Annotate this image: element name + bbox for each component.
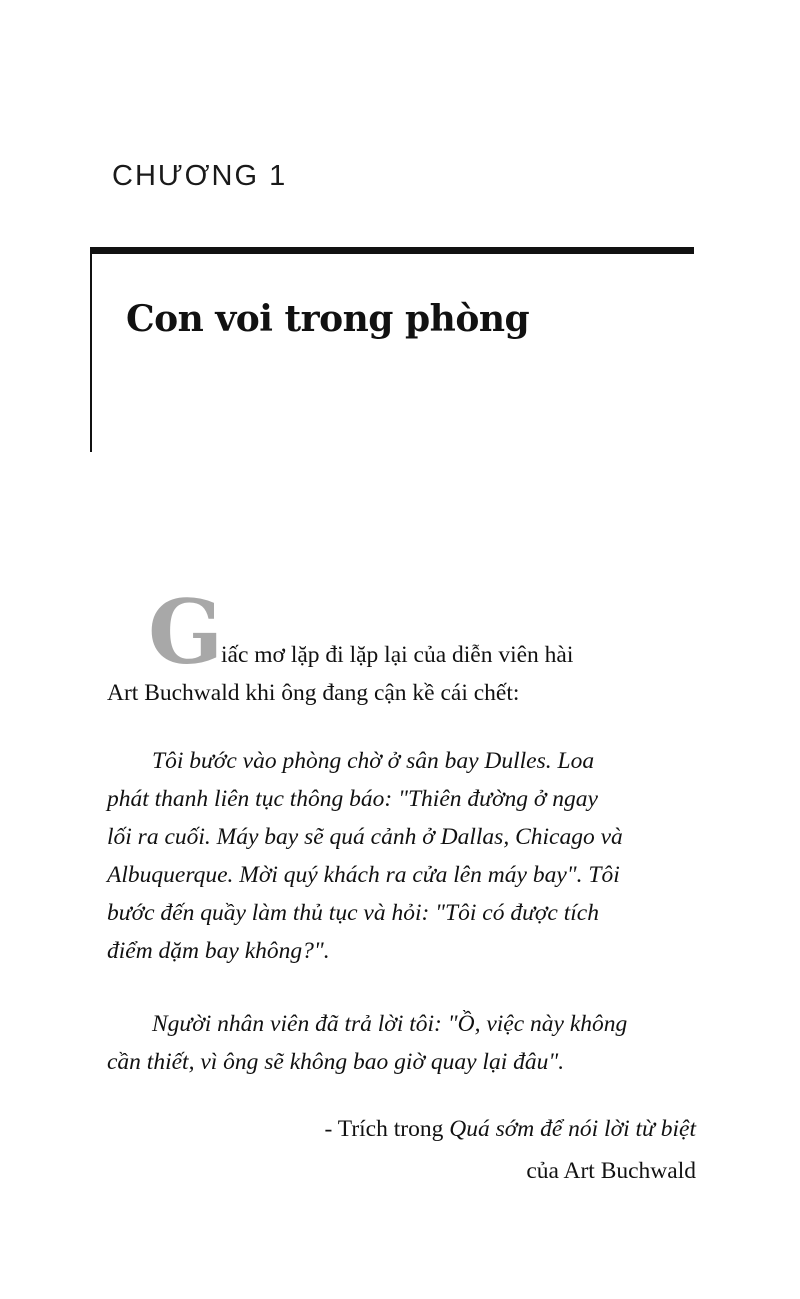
quote2-line: cần thiết, vì ông sẽ không bao giờ quay lại đâu". [107,1049,565,1075]
quote1-line: điểm dặm bay không?". [107,938,330,964]
attribution-line-2: của Art Buchwald [526,1158,696,1184]
quote-paragraph-2 [107,1005,697,1081]
quote1-line: bước đến quầy làm thủ tục và hỏi: "Tôi có được tích [107,900,599,926]
quote1-line: lối ra cuối. Máy bay sẽ quá cảnh ở Dallas, Chicago và [107,824,623,850]
opening-paragraph [107,636,697,712]
quote2-line: Người nhân viên đã trả lời tôi: "Ồ, việc này không [152,1011,628,1037]
chapter-rule-left [90,247,92,452]
quote1-line: phát thanh liên tục thông báo: "Thiên đường ở ngay [107,786,598,812]
attribution-book-title: Quá sớm để nói lời từ biệt [449,1116,696,1142]
quote1-line: Tôi bước vào phòng chờ ở sân bay Dulles. Loa [152,748,595,774]
chapter-label: CHƯƠNG 1 [112,160,288,192]
attribution-line-1 [325,1108,696,1150]
attribution [325,1108,696,1192]
opening-line-1: iấc mơ lặp đi lặp lại của diễn viên hài [221,642,574,668]
opening-line-2: Art Buchwald khi ông đang cận kề cái chết: [107,680,520,706]
drop-cap: G [148,580,224,684]
quote1-line: Albuquerque. Mời quý khách ra cửa lên máy bay". Tôi [107,862,620,888]
chapter-rule-top [90,247,694,254]
quote-paragraph-1 [107,742,697,970]
chapter-title: Con voi trong phòng [126,298,530,340]
attribution-prefix: - Trích trong [324,1116,444,1142]
